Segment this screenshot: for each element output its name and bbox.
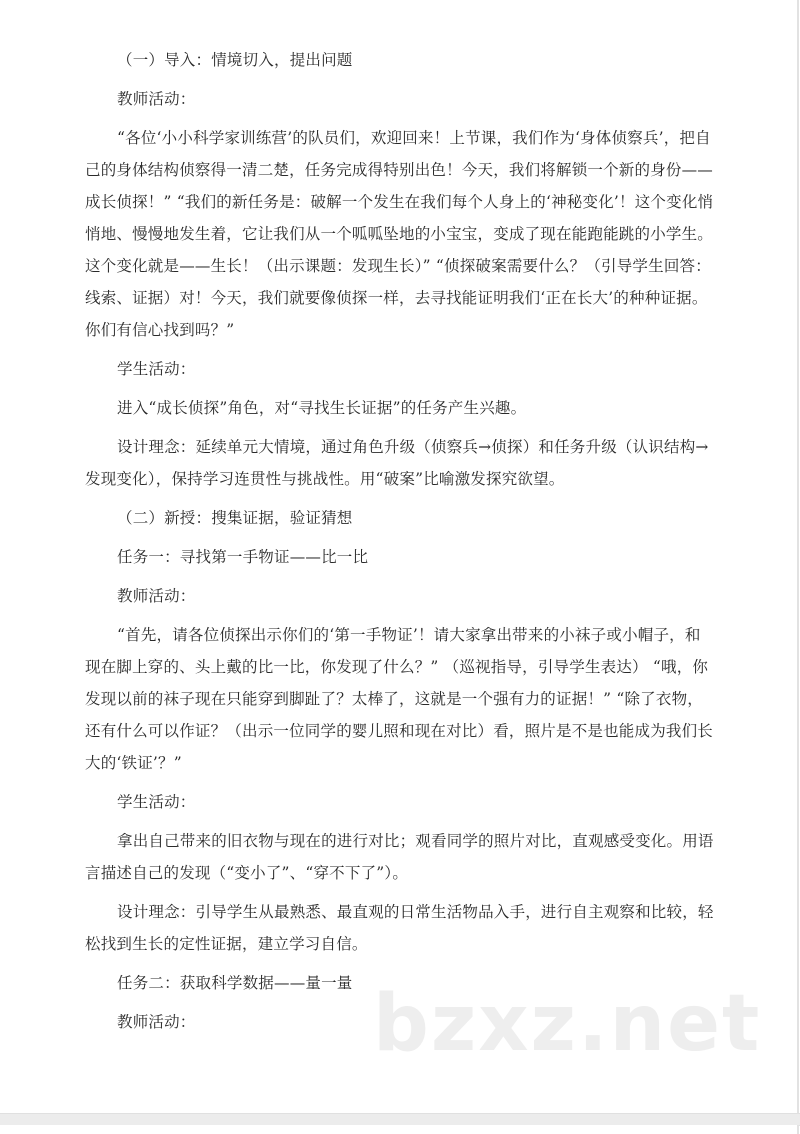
document-body (85, 44, 715, 1038)
next-page-top (0, 1125, 799, 1134)
student-activity-paragraph: 进入“成长侦探”角色，对“寻找生长证据”的任务产生兴趣。 (117, 399, 527, 417)
teacher-speech-paragraph: “首先，请各位侦探出示你们的‘第一手物证’！请大家拿出带来的小袜子或小帽子，和现在脚上穿的、头上戴的比一比，你发现了什么？” （巡视指导，引导学生表达） “哦，你发现以前的袜子现在只能穿到脚趾了？太棒了，这就是一个强有力的证据！” “除了衣物，还有什么可以作证？（出示一位同学的婴儿照和现在对比）看，照片是不是也能成为我们长大的‘铁证’？” (85, 626, 714, 772)
section-2-heading: （二）新授：搜集证据，验证猜想 (117, 509, 353, 527)
design-rationale-paragraph: 设计理念：引导学生从最熟悉、最直观的日常生活物品入手，进行自主观察和比较，轻松找到生长的定性证据，建立学习自信。 (85, 903, 714, 953)
section-1-heading: （一）导入：情境切入，提出问题 (117, 51, 353, 69)
watermark-text: bzxz.net (373, 979, 762, 1069)
task-1-heading: 任务一：寻找第一手物证——比一比 (117, 548, 369, 566)
teacher-speech-paragraph: “各位‘小小科学家训练营’的队员们，欢迎回来！上节课，我们作为‘身体侦察兵’，把自己的身体结构侦察得一清二楚，任务完成得特别出色！今天，我们将解锁一个新的身份——成长侦探！” “我们的新任务是：破解一个发生在我们每个人身上的‘神秘变化’！这个变化悄悄地、慢慢地发生着，它让我们从一个呱呱坠地的小宝宝，变成了现在能跑能跳的小学生。这个变化就是——生长！（出示课题：发现生长）” “侦探破案需要什么？（引导学生回答：线索、证据）对！今天，我们就要像侦探一样，去寻找能证明我们‘正在长大’的种种证据。你们有信心找到吗？” (85, 129, 714, 339)
teacher-activity-label: 教师活动： (117, 1013, 196, 1031)
task-2-heading: 任务二：获取科学数据——量一量 (117, 974, 353, 992)
teacher-activity-label: 教师活动： (117, 90, 196, 108)
student-activity-label: 学生活动： (117, 360, 196, 378)
student-activity-label: 学生活动： (117, 793, 196, 811)
design-rationale-paragraph: 设计理念：延续单元大情境，通过角色升级（侦察兵→侦探）和任务升级（认识结构→发现变化），保持学习连贯性与挑战性。用“破案”比喻激发探究欲望。 (85, 438, 709, 488)
teacher-activity-label: 教师活动： (117, 587, 196, 605)
student-activity-paragraph: 拿出自己带来的旧衣物与现在的进行对比；观看同学的照片对比，直观感受变化。用语言描述自己的发现（“变小了”、“穿不下了”）。 (85, 832, 714, 882)
